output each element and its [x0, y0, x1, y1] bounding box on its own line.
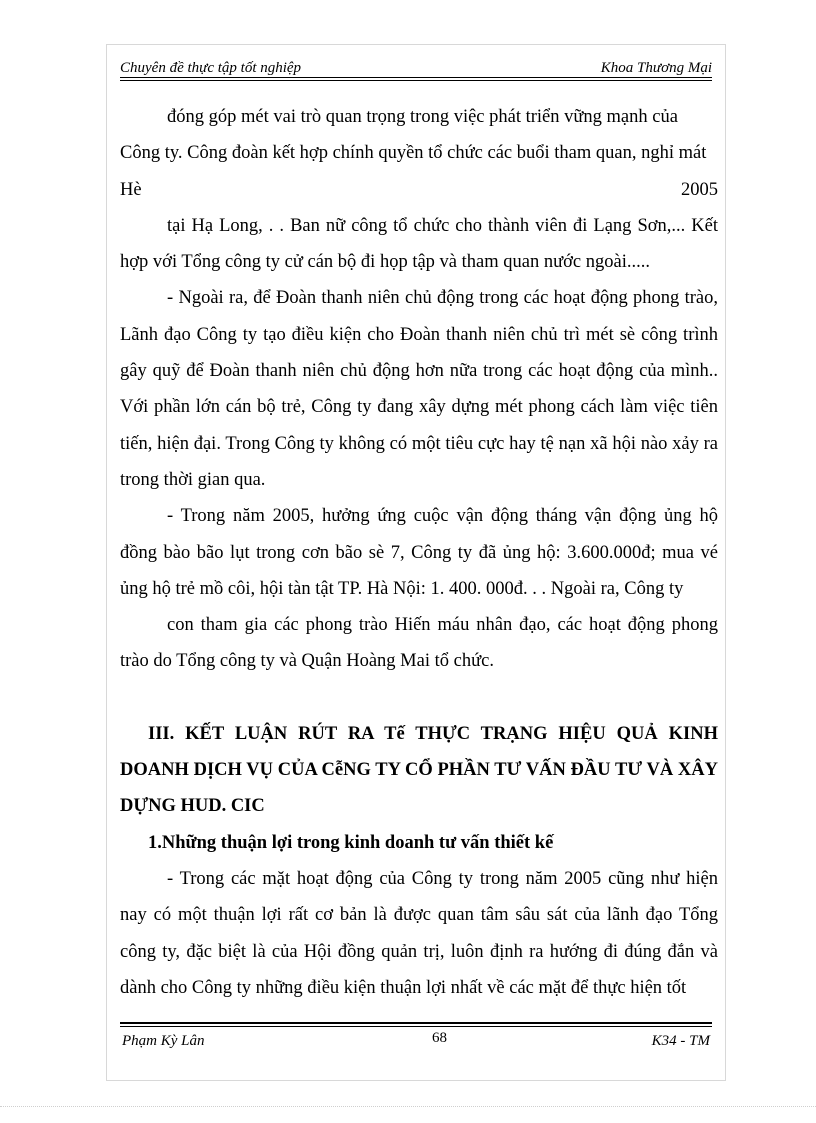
paragraph: tại Hạ Long, . . Ban nữ công tổ chức cho thành viên đi Lạng Sơn,... Kết hợp với Tổng công ty cử cán bộ đi họp tập và tham quan nước ngoài.....	[120, 215, 718, 273]
paragraph: - Trong các mặt hoạt động của Công ty trong năm 2005 cũng như hiện nay có một thuận lợi rất cơ bản là được quan tâm sâu sát của lãnh đạo Tổng công ty, đặc biệt là của Hội đồng quản trị, luôn định ra hướng đi đúng đắn và dành cho Công ty những điều kiện thuận lợi nhất về các mặt để thực hiện tốt	[120, 868, 718, 998]
paragraph: con tham gia các phong trào Hiến máu nhân đạo, các hoạt động phong trào do Tổng công ty và Quận Hoàng Mai tổ chức.	[120, 615, 718, 672]
subsection-heading: 1.Những thuận lợi trong kinh doanh tư vấn thiết kế	[148, 832, 554, 853]
paragraph-line: Hè 2005	[120, 179, 718, 200]
header-rule	[120, 80, 712, 81]
paragraph-line: đóng góp mét vai trò quan trọng trong việc phát triển vững mạnh của	[167, 107, 678, 127]
footer-author: Phạm Kỳ Lân	[122, 1033, 205, 1049]
document-body	[120, 99, 718, 1006]
footer-class: K34 - TM	[651, 1033, 710, 1049]
footer-rule	[120, 1022, 712, 1024]
page-edge	[0, 1106, 816, 1107]
paragraph: - Ngoài ra, để Đoàn thanh niên chủ động trong các hoạt động phong trào, Lãnh đạo Công ty tạo điều kiện cho Đoàn thanh niên chủ trì mét sè công trình gây quỹ để Đoàn thanh niên chủ động hơn nữa trong các hoạt động của mình.. Với phần lớn cán bộ trẻ, Công ty đang xây dựng mét phong cách làm việc tiên tiến, hiện đại. Trong Công ty không có một tiêu cực hay tệ nạn xã hội nào xảy ra trong thời gian qua.	[120, 288, 718, 490]
section-heading: III. KẾT LUẬN RÚT RA Tế THỰC TRẠNG HIỆU QUẢ KINH DOANH DỊCH VỤ CỦA CễNG TY CỔ PHẦN TƯ VẤN ĐẦU TƯ VÀ XÂY DỰNG HUD. CIC	[120, 723, 718, 817]
spacer	[120, 680, 718, 716]
paragraph: - Trong năm 2005, hưởng ứng cuộc vận động tháng vận động ủng hộ đồng bào bão lụt trong cơn bão sè 7, Công ty đã ủng hộ: 3.600.000đ; mua vé ủng hộ trẻ mồ côi, hội tàn tật TP. Hà Nội: 1. 400. 000đ. . . Ngoài ra, Công ty	[120, 506, 718, 599]
paragraph-line: Công ty. Công đoàn kết hợp chính quyền tổ chức các buổi tham quan, nghỉ mát	[120, 143, 707, 164]
footer-rule	[120, 1026, 712, 1027]
header-left: Chuyên đề thực tập tốt nghiệp	[120, 60, 302, 76]
header-rule	[120, 77, 712, 78]
header-right: Khoa Thương Mại	[600, 60, 712, 76]
page-number: 68	[432, 1030, 447, 1046]
